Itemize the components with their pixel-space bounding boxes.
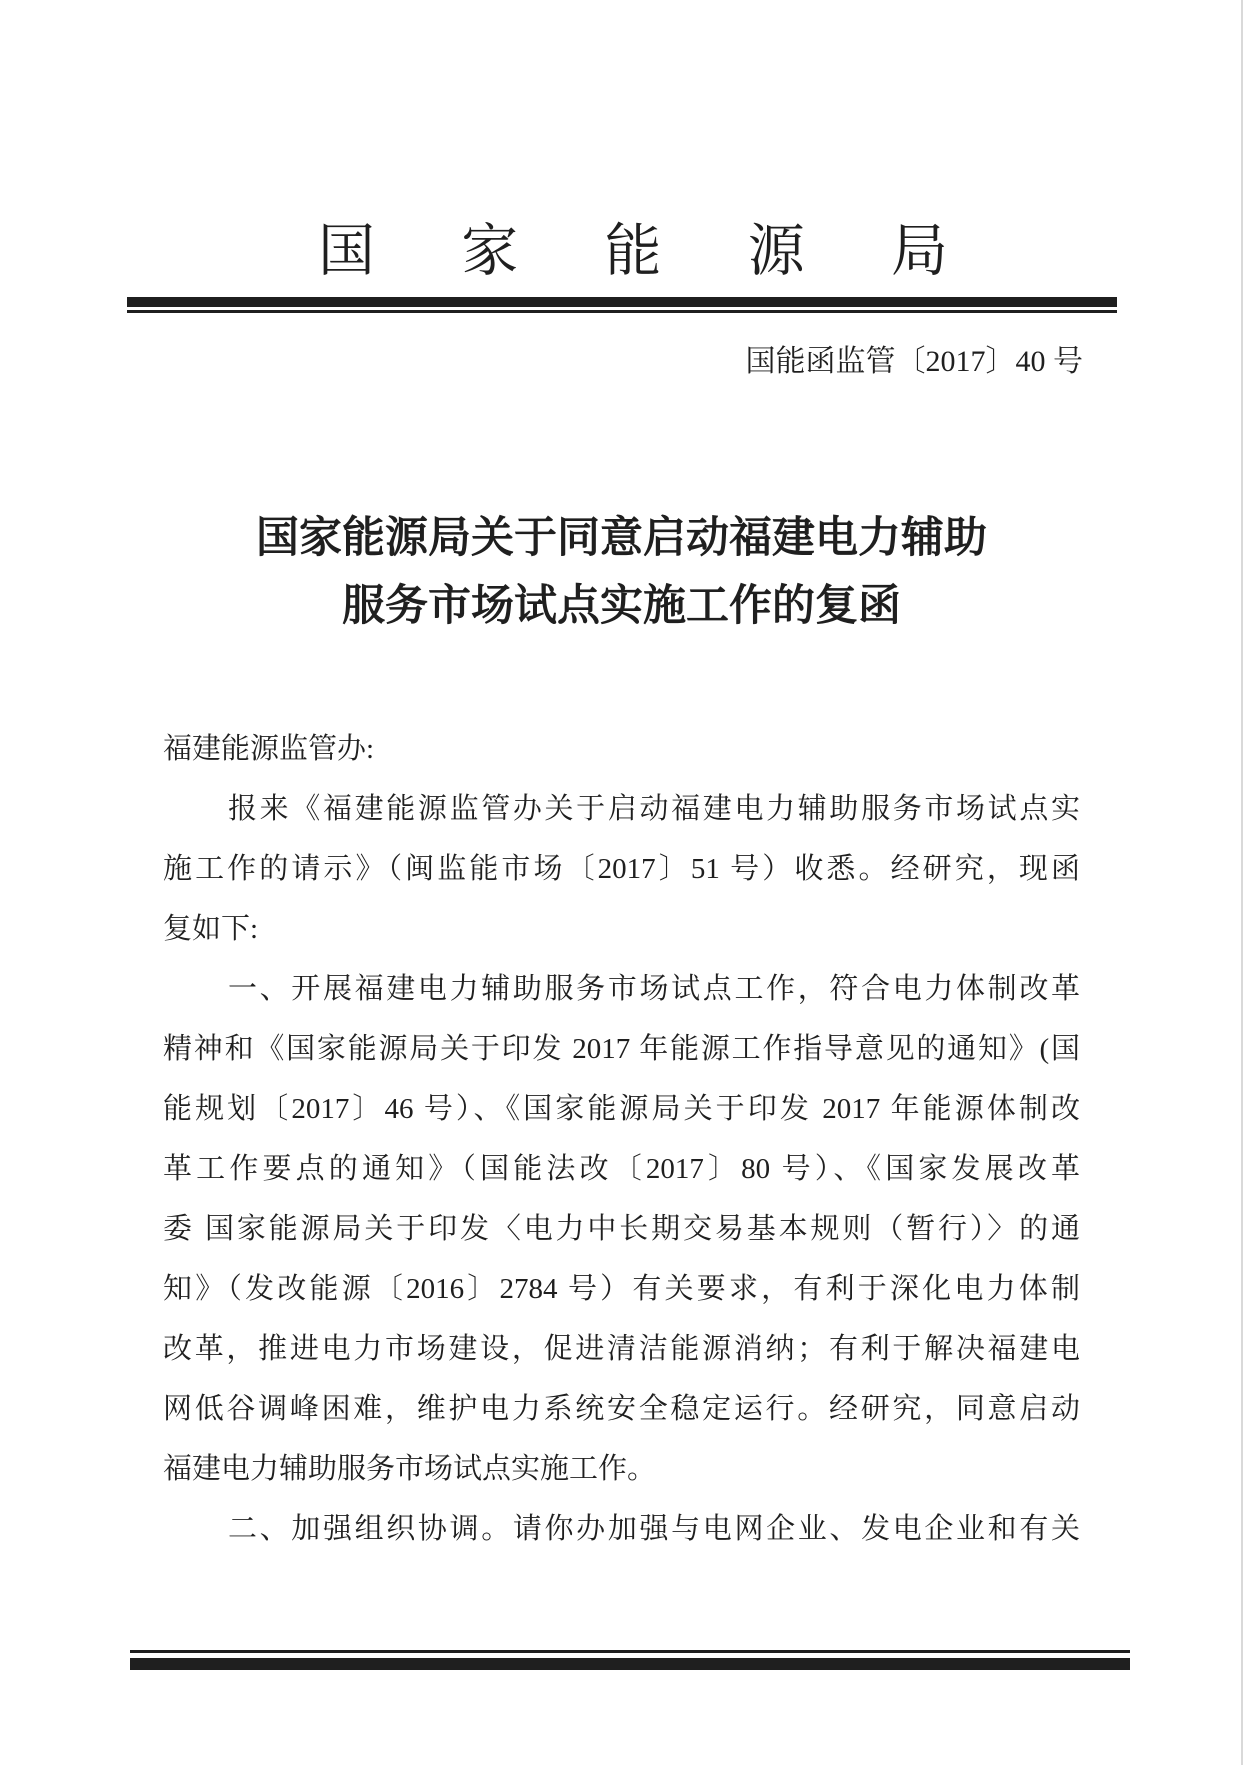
document-title-line1: 国家能源局关于同意启动福建电力辅助 xyxy=(256,515,987,562)
body-line: 革工作要点的通知》（国能法改〔2017〕80 号）、《国家发展改革 xyxy=(163,1153,1080,1185)
body-line: 网低谷调峰困难，维护电力系统安全稳定运行。经研究，同意启动 xyxy=(163,1393,1080,1425)
body-line: 福建能源监管办: xyxy=(163,733,375,765)
document-number: 国能函监管〔2017〕40 号 xyxy=(745,345,1083,378)
body-line: 精神和《国家能源局关于印发 2017 年能源工作指导意见的通知》(国 xyxy=(163,1033,1080,1065)
agency-masthead xyxy=(318,222,948,282)
body-line: 二、加强组织协调。请你办加强与电网企业、发电企业和有关 xyxy=(228,1513,1080,1545)
body-line: 施工作的请示》（闽监能市场〔2017〕51 号）收悉。经研究，现函 xyxy=(163,853,1080,885)
header-rule xyxy=(127,297,1117,313)
body-line: 改革，推进电力市场建设，促进清洁能源消纳；有利于解决福建电 xyxy=(163,1333,1080,1365)
agency-character: 源 xyxy=(747,220,805,283)
footer-rule xyxy=(130,1650,1130,1670)
agency-character: 国 xyxy=(318,220,375,283)
body-line: 福建电力辅助服务市场试点实施工作。 xyxy=(163,1453,657,1485)
body-line: 一、开展福建电力辅助服务市场试点工作，符合电力体制改革 xyxy=(228,973,1080,1005)
scan-page-edge xyxy=(1241,0,1243,1765)
agency-character: 家 xyxy=(461,220,519,283)
body-line: 复如下: xyxy=(163,913,259,945)
body-line: 知》（发改能源〔2016〕2784 号）有关要求，有利于深化电力体制 xyxy=(163,1273,1080,1305)
agency-character: 能 xyxy=(604,220,662,283)
agency-character: 局 xyxy=(891,220,948,283)
body-text xyxy=(163,719,1080,1559)
body-line: 委 国家能源局关于印发〈电力中长期交易基本规则（暂行）〉的通 xyxy=(163,1213,1080,1245)
body-line: 报来《福建能源监管办关于启动福建电力辅助服务市场试点实 xyxy=(228,793,1080,825)
body-line: 能规划〔2017〕46 号）、《国家能源局关于印发 2017 年能源体制改 xyxy=(163,1093,1080,1125)
document-title xyxy=(163,505,1080,641)
document-title-line2: 服务市场试点实施工作的复函 xyxy=(342,583,901,630)
